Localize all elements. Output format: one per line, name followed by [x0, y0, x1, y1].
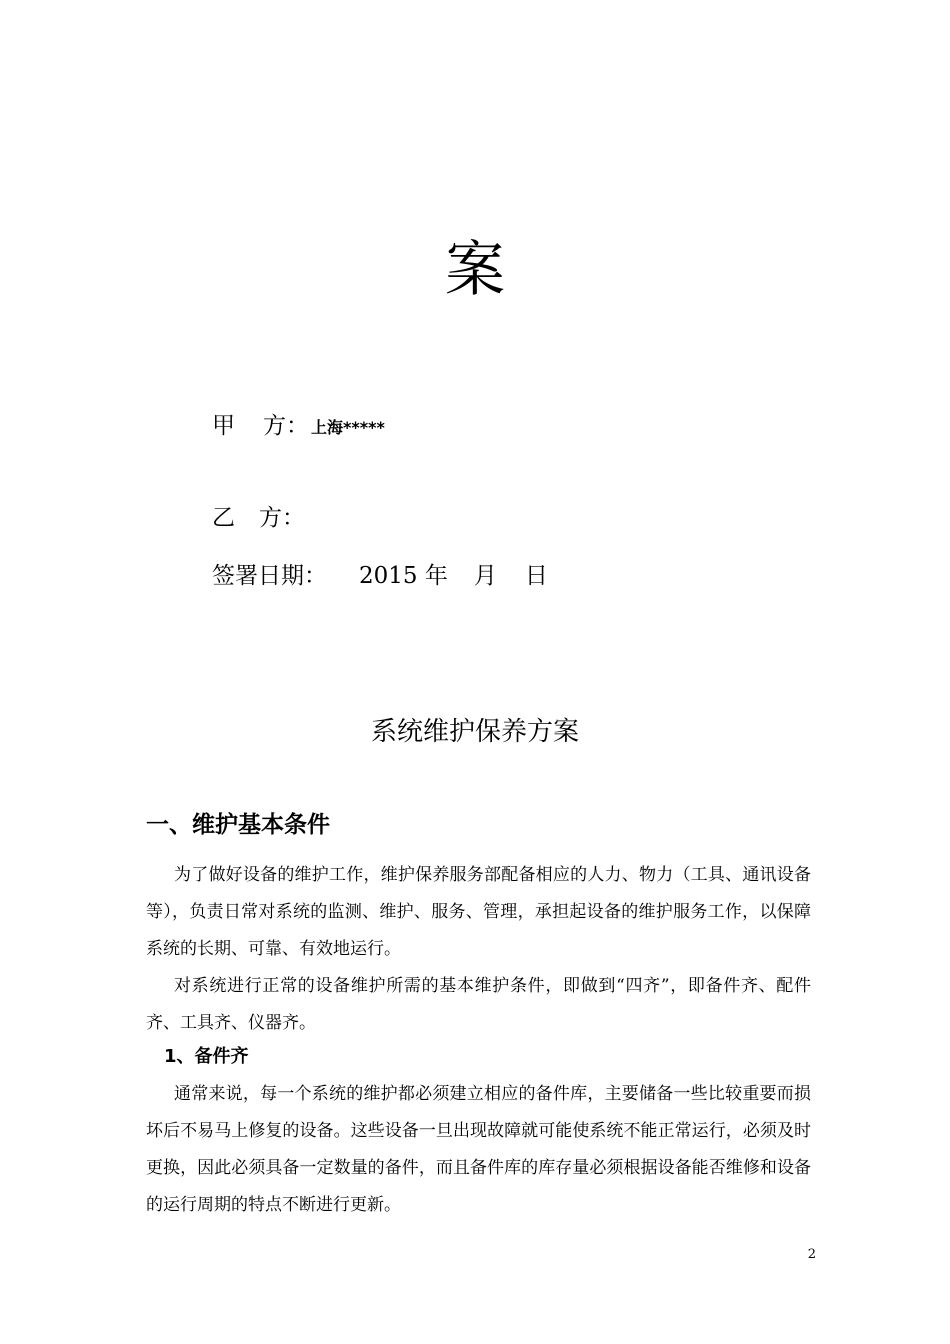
sign-date-year: 2015 年: [359, 563, 448, 589]
cover-big-title: 案: [445, 235, 505, 305]
sign-date-month: 月: [473, 563, 497, 589]
party-b-label: 乙: [212, 505, 235, 531]
party-b-label-suffix: 方：: [259, 505, 305, 531]
party-a-label-suffix: 方：: [263, 413, 309, 439]
paragraph-maintenance-staffing: 为了做好设备的维护工作，维护保养服务部配备相应的人力、物力（工具、通讯设备等），负责日常对系统的监测、维护、服务、管理，承担起设备的维护服务工作，以保障系统的长期、可靠、有效地运行。: [146, 865, 811, 959]
sign-date-row: [212, 561, 548, 591]
sign-date-label: 签署日期：: [212, 563, 327, 589]
page-number: 2: [807, 1247, 816, 1262]
party-a-row: [212, 411, 385, 443]
section-heading: 一、维护基本条件: [146, 812, 330, 838]
document-title: 系统维护保养方案: [370, 717, 579, 747]
subsection-heading-spares: 1、备件齐: [164, 1046, 249, 1067]
paragraph-four-ready: 对系统进行正常的设备维护所需的基本维护条件，即做到“四齐”，即备件齐、配件齐、工具齐、仪器齐。: [146, 976, 811, 1033]
party-a-label: 甲: [212, 413, 235, 439]
party-a-value: 上海*****: [311, 418, 385, 437]
paragraph-spare-parts: 通常来说，每一个系统的维护都必须建立相应的备件库，主要储备一些比较重要而损坏后不易马上修复的设备。这些设备一旦出现故障就可能使系统不能正常运行，必须及时更换，因此必须具备一定数量的备件，而且备件库的库存量必须根据设备能否维修和设备的运行周期的特点不断进行更新。: [146, 1084, 811, 1215]
sign-date-day: 日: [524, 563, 548, 589]
party-b-row: [212, 503, 305, 533]
